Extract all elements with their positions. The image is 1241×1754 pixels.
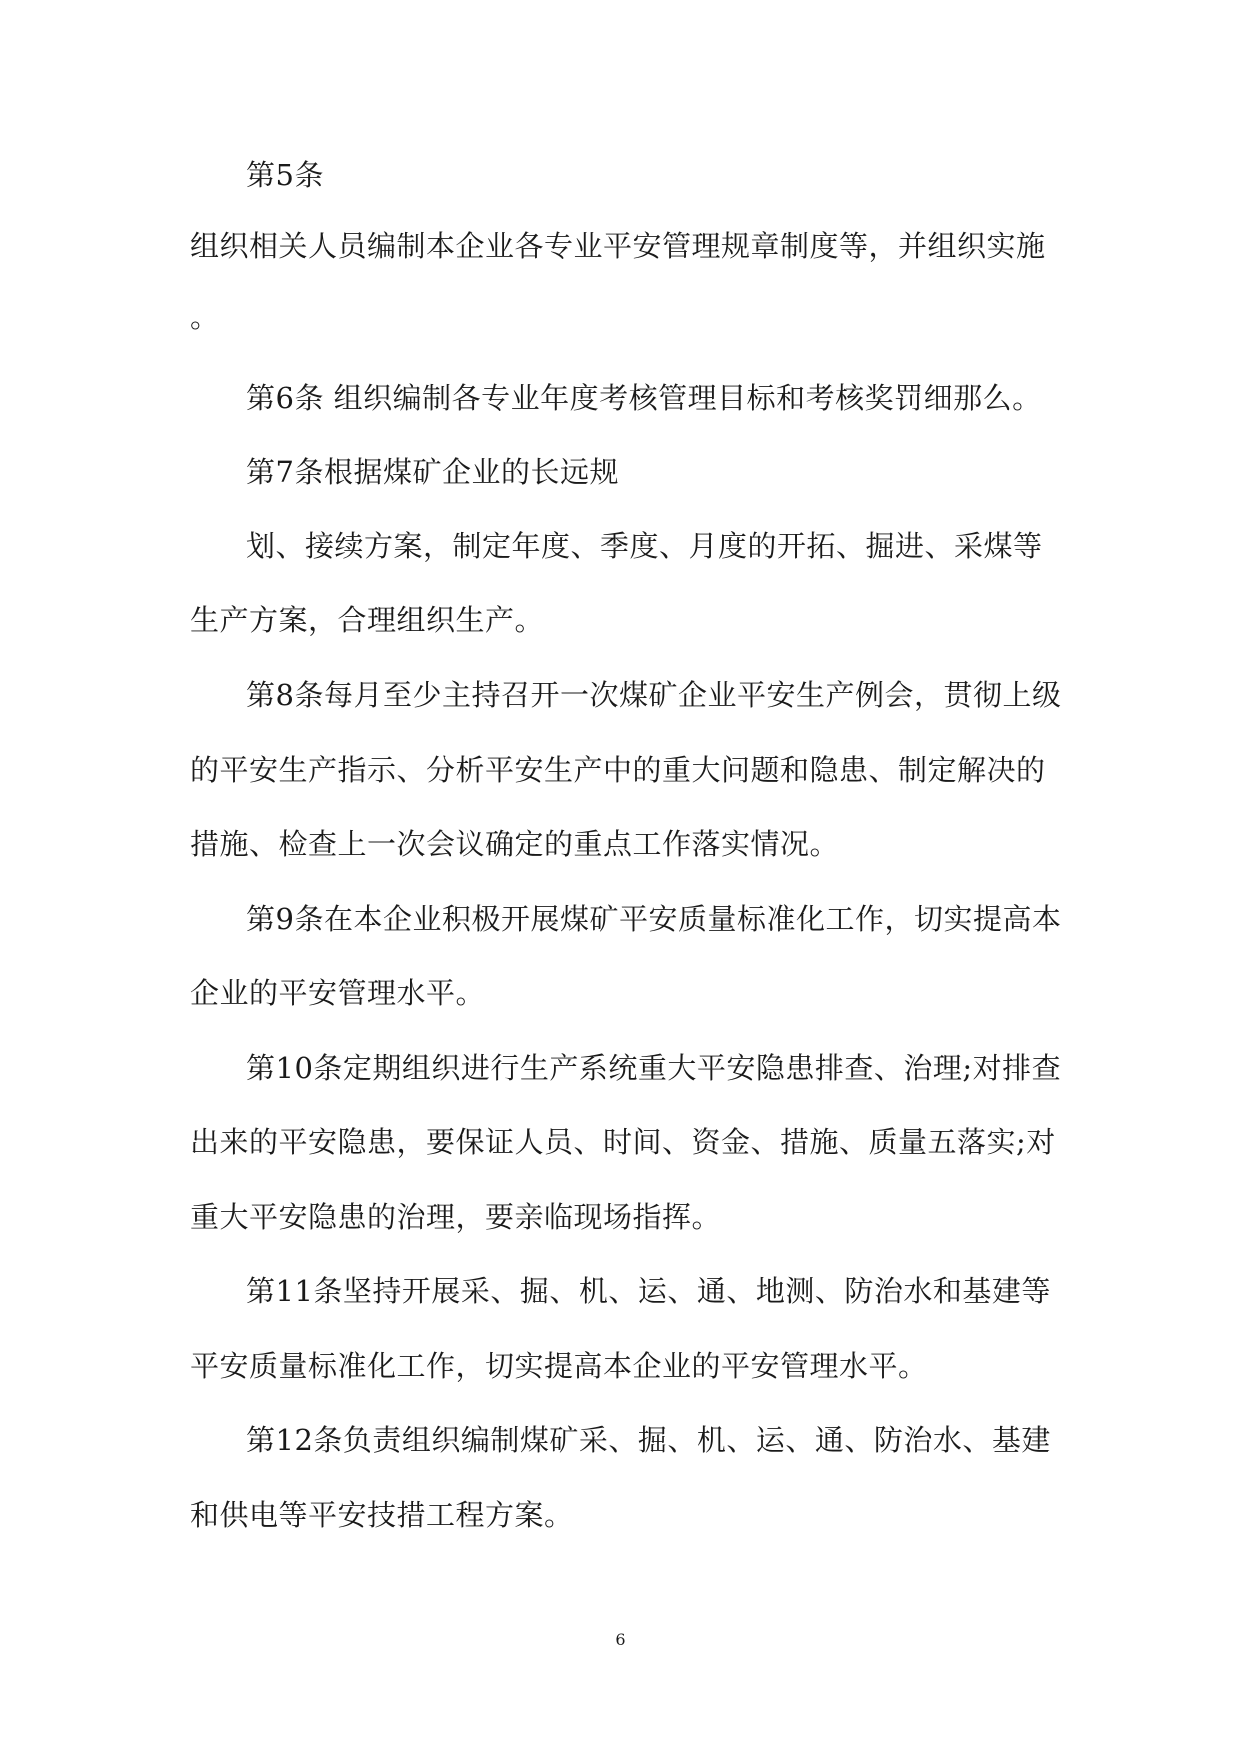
article-10-text-line-3: 重大平安隐患的治理，要亲临现场指挥。: [190, 1200, 722, 1234]
article-8-text-line-3: 措施、检查上一次会议确定的重点工作落实情况。: [190, 827, 840, 861]
article-9-text-line-2: 企业的平安管理水平。: [190, 976, 486, 1010]
article-8-text-line-2: 的平安生产指示、分析平安生产中的重大问题和隐患、制定解决的: [190, 753, 1046, 787]
article-7-text-line-3: 生产方案，合理组织生产。: [190, 603, 545, 637]
article-5-text-line-2: 。: [190, 300, 220, 334]
article-11-text-line-2: 平安质量标准化工作，切实提高本企业的平安管理水平。: [190, 1349, 928, 1383]
article-12-text-line-1: 第12条负责组织编制煤矿采、掘、机、运、通、防治水、基建: [246, 1423, 1051, 1457]
article-8-text-line-1: 第8条每月至少主持召开一次煤矿企业平安生产例会，贯彻上级: [246, 678, 1062, 712]
article-11-text-line-1: 第11条坚持开展采、掘、机、运、通、地测、防治水和基建等: [246, 1274, 1051, 1308]
article-12-text-line-2: 和供电等平安技措工程方案。: [190, 1498, 574, 1532]
article-5-text-line-1: 组织相关人员编制本企业各专业平安管理规章制度等，并组织实施: [190, 229, 1046, 263]
article-9-text-line-1: 第9条在本企业积极开展煤矿平安质量标准化工作，切实提高本: [246, 902, 1062, 936]
article-5-heading: 第5条: [246, 158, 324, 192]
article-7-text-line-1: 第7条根据煤矿企业的长远规: [246, 455, 619, 489]
article-10-text-line-2: 出来的平安隐患，要保证人员、时间、资金、措施、质量五落实;对: [190, 1125, 1056, 1159]
article-6-text: 第6条 组织编制各专业年度考核管理目标和考核奖罚细那么。: [246, 381, 1042, 415]
article-10-text-line-1: 第10条定期组织进行生产系统重大平安隐患排查、治理;对排查: [246, 1051, 1062, 1085]
page-number: 6: [615, 1630, 626, 1649]
article-7-text-line-2: 划、接续方案，制定年度、季度、月度的开拓、掘进、采煤等: [246, 529, 1043, 563]
